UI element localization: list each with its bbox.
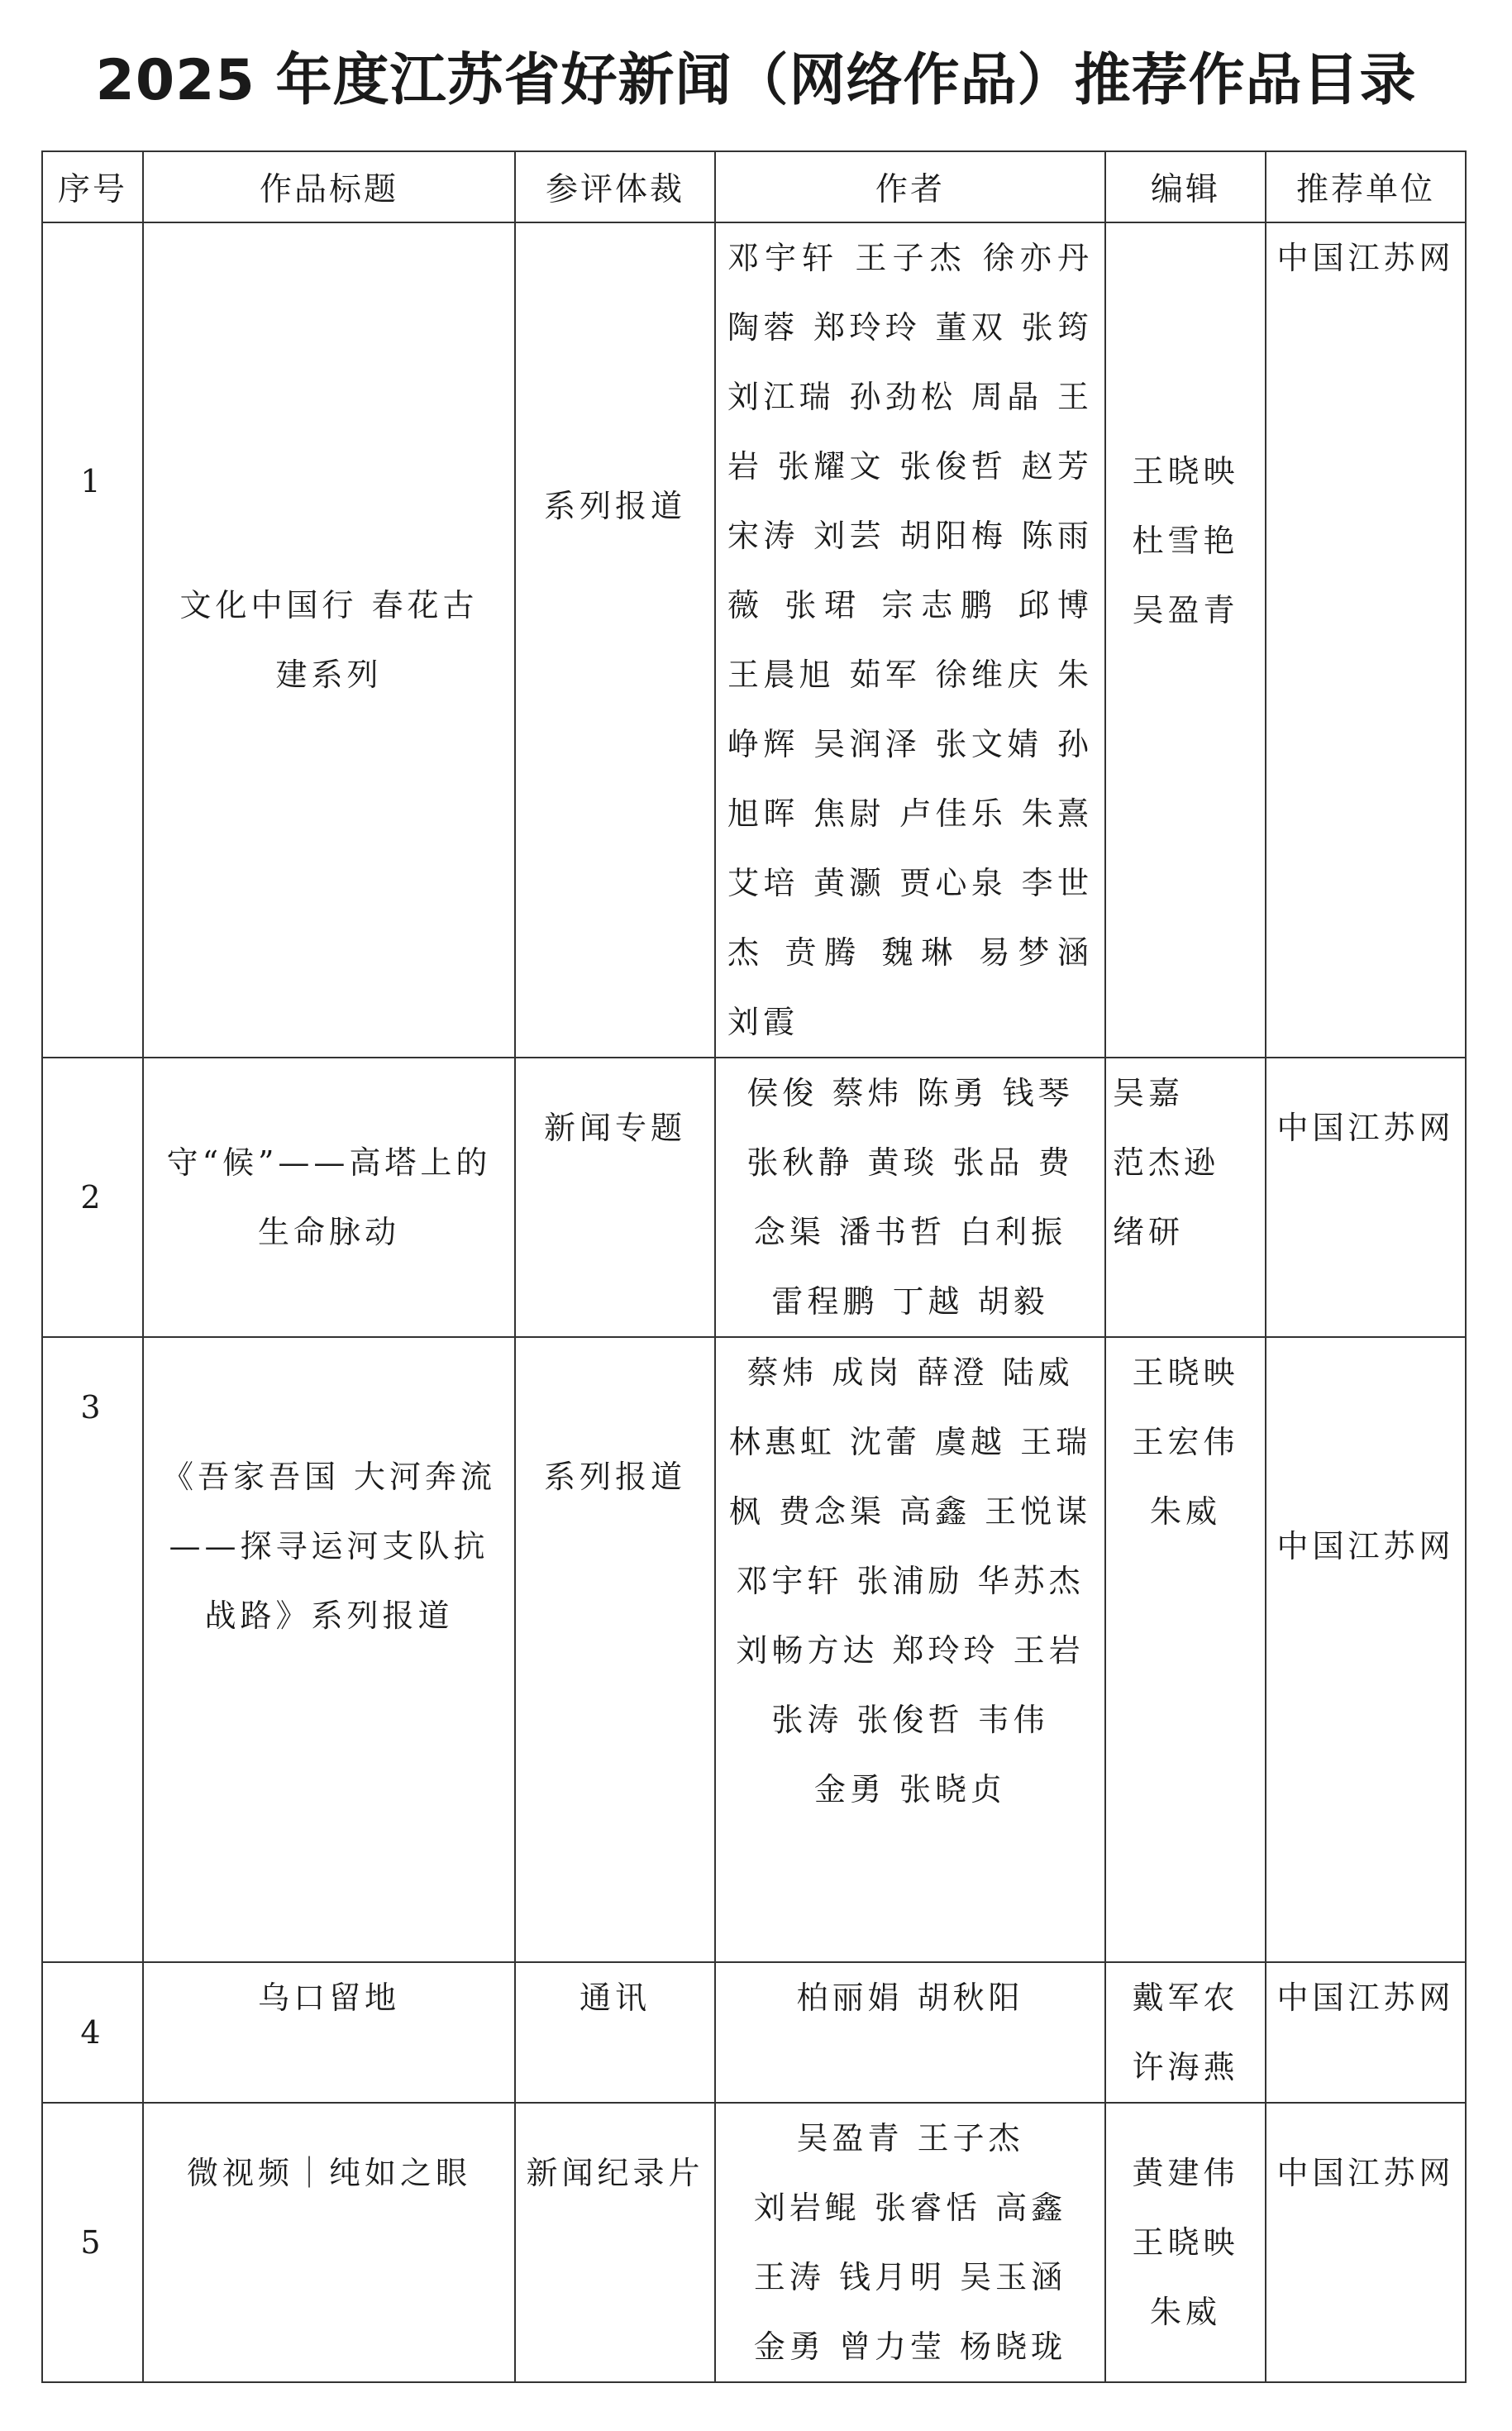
editor-name: 王晓映 (1132, 1354, 1239, 1391)
work-authors: 侯俊 蔡炜 陈勇 钱琴 张秋静 黄琰 张品 费念渠 潘书哲 白利振 雷程鹏 丁越 胡毅 (715, 1058, 1105, 1337)
work-authors (715, 2103, 1105, 2382)
work-authors: 柏丽娟 胡秋阳 (715, 1962, 1105, 2103)
work-editors (1105, 2103, 1266, 2382)
table-row (42, 1058, 1466, 1337)
editor-name: 王晓映 (1132, 453, 1239, 490)
work-editors (1105, 1058, 1266, 1337)
work-title: 文化中国行 春花古建系列 (143, 222, 515, 1058)
work-genre: 新闻专题 (515, 1058, 715, 1337)
recommending-unit: 中国江苏网 (1266, 222, 1466, 1058)
work-genre: 系列报道 (515, 222, 715, 1058)
table-row (42, 2103, 1466, 2382)
editor-name: 吴嘉 (1113, 1075, 1185, 1111)
authors-text: 金勇 张晓贞 (813, 1771, 1007, 1808)
work-genre: 通讯 (515, 1962, 715, 2103)
table-row (42, 222, 1466, 1058)
table-row (42, 1337, 1466, 1962)
work-title: 《吾家吾国 大河奔流——探寻运河支队抗战路》系列报道 (143, 1337, 515, 1962)
recommending-unit: 中国江苏网 (1266, 1962, 1466, 2103)
work-title: 微视频｜纯如之眼 (143, 2103, 515, 2382)
editor-name: 戴军农 (1132, 1980, 1239, 2016)
page-title: 2025 年度江苏省好新闻（网络作品）推荐作品目录 (95, 48, 1417, 113)
work-authors: 邓宇轩 王子杰 徐亦丹 陶蓉 郑玲玲 董双 张筠 刘江瑞 孙劲松 周晶 王岩 张耀文 张俊哲 赵芳 宋涛 刘芸 胡阳梅 陈雨薇 张珺 宗志鹏 邱博 王晨旭 茹军 徐维庆 朱峥辉 吴润泽 张文婧 孙旭晖 焦尉 卢佳乐 朱熹 艾培 黄灏 贾心泉 李世杰 贲腾 魏琳 易梦涵 刘霞 (715, 222, 1105, 1058)
header-no: 序号 (42, 151, 143, 222)
row-number: 5 (42, 2103, 143, 2382)
work-genre: 新闻纪录片 (515, 2103, 715, 2382)
editor-name: 王晓映 (1132, 2224, 1239, 2261)
work-editors (1105, 1962, 1266, 2103)
row-number: 3 (42, 1337, 143, 1962)
editor-name: 黄建伟 (1132, 2155, 1239, 2191)
work-genre: 系列报道 (515, 1337, 715, 1962)
editor-name: 绪研 (1113, 1214, 1185, 1250)
authors-text: 张涛 张俊哲 韦伟 (771, 1702, 1049, 1738)
recommending-unit: 中国江苏网 (1266, 1337, 1466, 1962)
editor-name: 范杰逊 (1113, 1144, 1220, 1181)
header-unit: 推荐单位 (1266, 151, 1466, 222)
authors-text: 王涛 钱月明 吴玉涵 (753, 2259, 1067, 2295)
editor-name: 杜雪艳 (1132, 523, 1239, 559)
authors-text: 金勇 曾力莹 杨晓珑 (753, 2328, 1067, 2365)
works-table (41, 150, 1467, 2383)
recommending-unit: 中国江苏网 (1266, 1058, 1466, 1337)
header-authors: 作者 (715, 151, 1105, 222)
editor-name: 王宏伟 (1132, 1424, 1239, 1460)
work-title: 守“候”——高塔上的生命脉动 (143, 1058, 515, 1337)
recommending-unit: 中国江苏网 (1266, 2103, 1466, 2382)
header-title: 作品标题 (143, 151, 515, 222)
authors-text: 刘岩鲲 张睿恬 高鑫 (753, 2190, 1067, 2226)
table-row (42, 1962, 1466, 2103)
authors-text: 蔡炜 成岗 薛澄 陆威 林惠虹 沈蕾 虞越 王瑞枫 费念渠 高鑫 王悦谋 邓宇轩 张浦励 华苏杰 刘畅方达 郑玲玲 王岩 (728, 1354, 1092, 1669)
authors-text: 吴盈青 王子杰 (796, 2120, 1024, 2156)
work-authors (715, 1337, 1105, 1962)
header-editor: 编辑 (1105, 151, 1266, 222)
row-number: 4 (42, 1962, 143, 2103)
editor-name: 朱威 (1149, 2294, 1221, 2330)
table-header-row (42, 151, 1466, 222)
row-number: 2 (42, 1058, 143, 1337)
editor-name: 许海燕 (1132, 2049, 1239, 2085)
work-editors (1105, 1337, 1266, 1962)
editor-name: 朱威 (1149, 1493, 1221, 1530)
work-title: 乌口留地 (143, 1962, 515, 2103)
row-number: 1 (42, 222, 143, 1058)
editor-name: 吴盈青 (1132, 592, 1239, 628)
header-genre: 参评体裁 (515, 151, 715, 222)
work-editors (1105, 222, 1266, 1058)
